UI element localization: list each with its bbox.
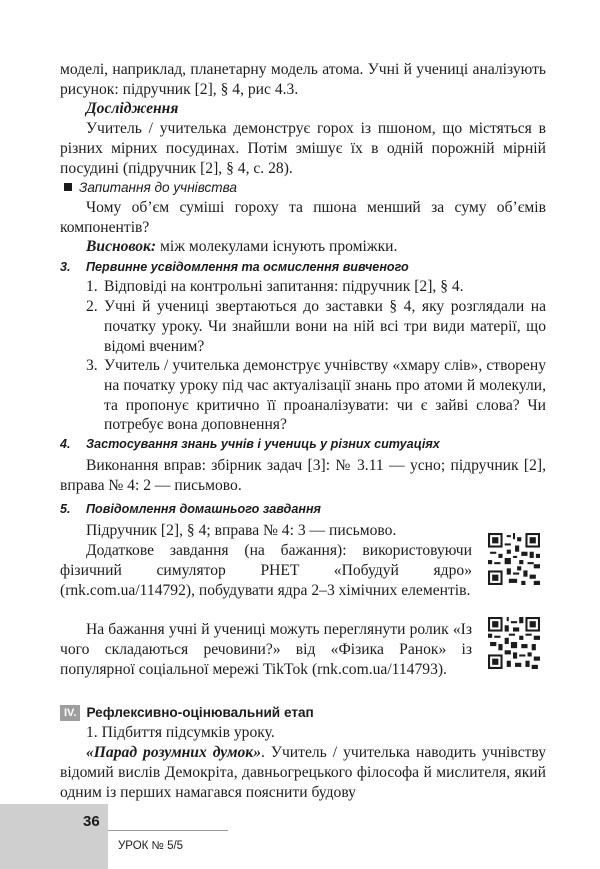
questions-text: Чому об’єм суміші гороху та пшона менший за суму об’ємів компонентів? — [60, 199, 546, 236]
section-4-title: Застосування знань учнів і учениць у різних ситуаціях — [86, 437, 440, 451]
section-3-heading — [60, 259, 409, 275]
questions-heading — [64, 179, 237, 196]
list-item-number: 3. — [86, 357, 98, 374]
footer-divider — [108, 830, 228, 831]
conclusion-text: між молекулами існують проміжки. — [156, 238, 398, 255]
section-5-text-3: На бажання учні й учениці можуть переглянути ролик «Із чого складаються речовини?» від «Фізика Ранок» із популярної соціальної мережі TikTok (rnk.com.ua/114793). — [60, 621, 472, 678]
stage-heading — [60, 705, 314, 721]
list-item — [86, 277, 546, 297]
summary-text — [60, 743, 546, 802]
qr-code-icon — [488, 617, 540, 669]
qr-code-icon — [488, 533, 540, 585]
list-item-text: Учні й учениці звертаються до заставки § 4, яку розглядали на початку уроку. Чи знайшли вони на ній всі три види матерії, що відомі вченим? — [104, 298, 546, 355]
summary-body: . Учитель / учителька наводить учнівству відомий вислів Демокріта, давньогрецького філософа й мислителя, який одним із перших намагався пояснити будову — [60, 744, 546, 801]
list-item-text: Учитель / учителька демонструє учнівству «хмару слів», створену на початку уроку під час актуалізації знань про атоми й молекули, та пропонує критично її проаналізувати: чи є зайві слова? Чи потребує вона доповнення? — [104, 357, 546, 434]
summary-item: 1. Підбиття підсумків уроку. — [86, 724, 275, 741]
square-bullet-icon — [64, 183, 72, 191]
section-5-text-2: Додаткове завдання (на бажання): використовуючи фізичний симулятор PHET «Побудуй ядро» (rnk.com.ua/114792), побудувати ядра 2–3 хімічних елементів. — [60, 542, 472, 599]
section-4-text: Виконання вправ: збірник задач [3]: № 3.11 — усно; підручник [2], вправа № 4: 2 — письмово. — [60, 457, 546, 494]
section-4-heading — [60, 436, 440, 452]
paragraph-intro: моделі, наприклад, планетарну модель атома. Учні й учениці аналізують рисунок: підручник [2], § 4, рис 4.3. — [60, 61, 546, 98]
stage-title: Рефлексивно-оцінювальний етап — [86, 705, 314, 720]
footer-tab — [108, 804, 228, 830]
page-number: 36 — [83, 813, 100, 830]
list-item — [86, 297, 546, 356]
list-item — [86, 356, 546, 435]
section-5-number: 5. — [60, 502, 71, 516]
investigation-text: Учитель / учителька демонструє горох із пшоном, що містяться в різних мірних посудинах. Потім змішує їх в одній порожній мірній посудині (підручник [2], § 4, с. 28). — [60, 120, 546, 177]
conclusion — [60, 237, 546, 257]
lesson-label: УРОК № 5/5 — [118, 840, 184, 852]
section-3-number: 3. — [60, 260, 71, 274]
investigation-title: Дослідження — [86, 100, 179, 117]
section-5-heading — [60, 501, 321, 517]
list-item-text: Відповіді на контрольні запитання: підручник [2], § 4. — [104, 278, 464, 295]
list-item-number: 2. — [86, 298, 98, 315]
section-4-number: 4. — [60, 437, 71, 451]
section-5-text-1: Підручник [2], § 4; вправа № 4: 3 — письмово. — [86, 522, 397, 539]
stage-badge: IV. — [60, 705, 80, 721]
list-item-number: 1. — [86, 278, 98, 295]
summary-lead: «Парад розумних думок» — [86, 744, 262, 761]
section-5-title: Повідомлення домашнього завдання — [86, 502, 321, 516]
questions-title: Запитання до учнівства — [79, 180, 237, 195]
conclusion-label: Висновок: — [86, 238, 157, 255]
section-3-title: Первинне усвідомлення та осмислення вивченого — [86, 260, 409, 274]
